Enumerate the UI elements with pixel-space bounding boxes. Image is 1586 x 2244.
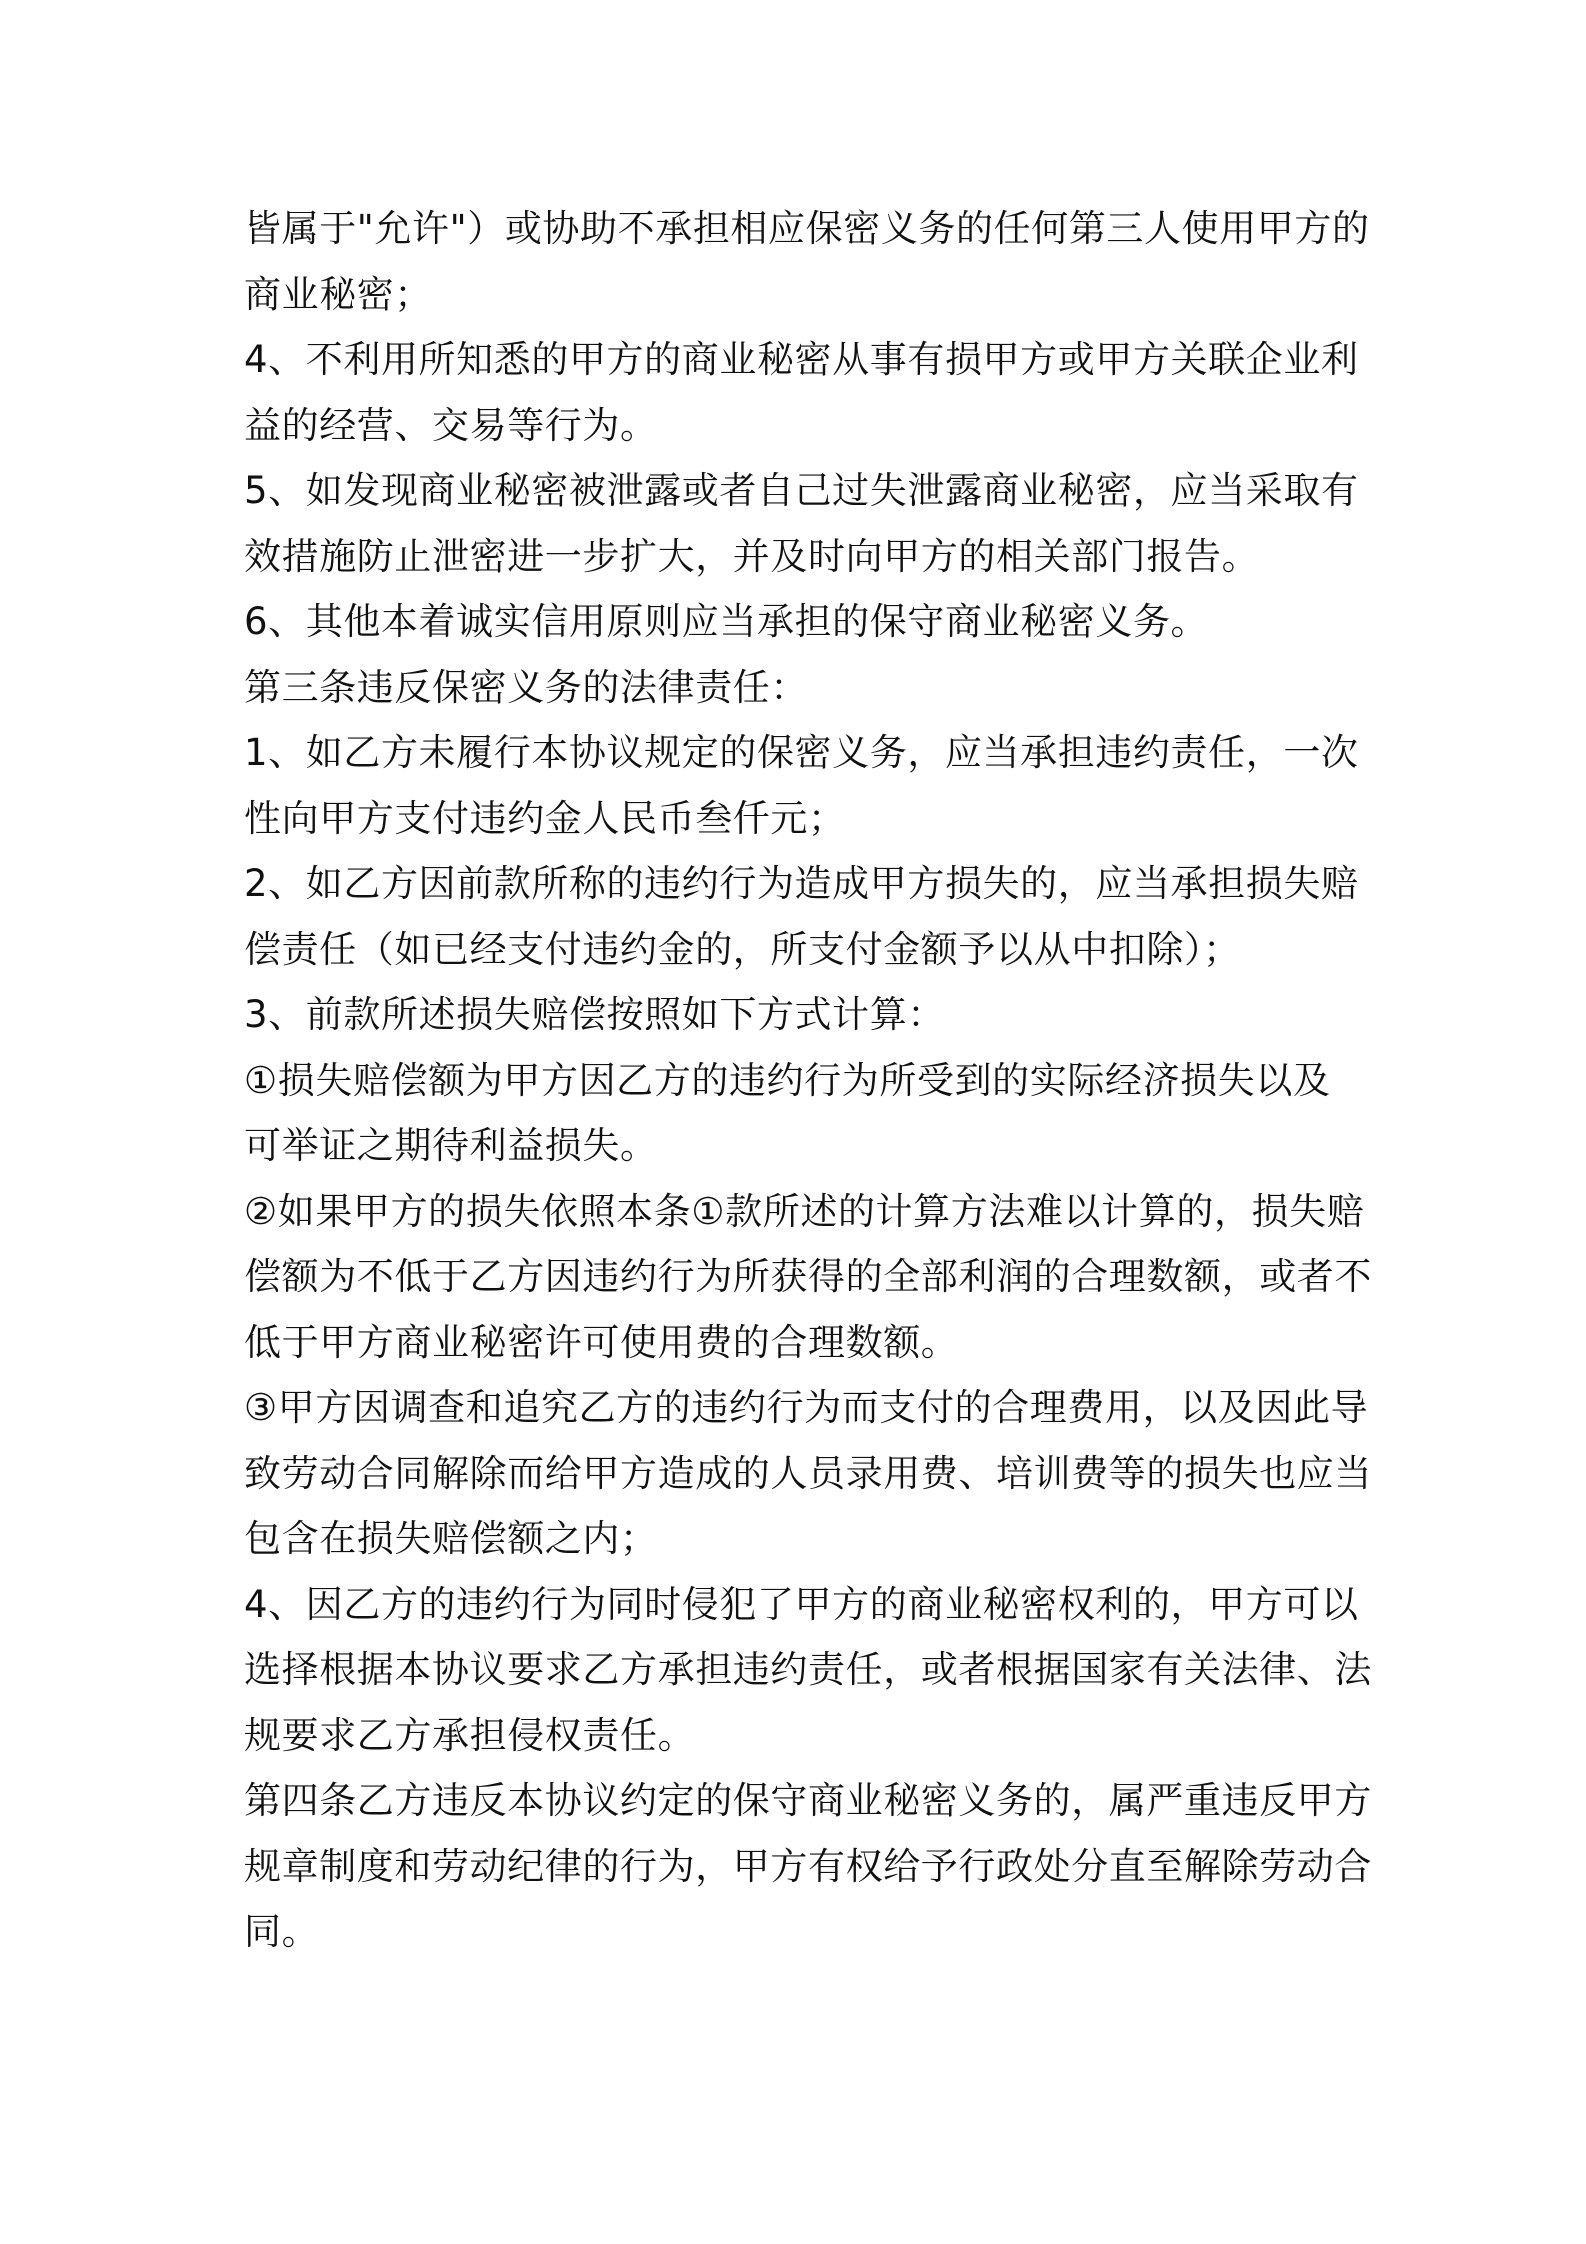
text-line: 4、因乙方的违约行为同时侵犯了甲方的商业秘密权利的，甲方可以	[244, 1582, 1359, 1626]
text-line: 同。	[244, 1910, 320, 1953]
text-line: ②如果甲方的损失依照本条①款所述的计算方法难以计算的，损失赔	[244, 1189, 1365, 1233]
text-line: 偿额为不低于乙方因违约行为所获得的全部利润的合理数额，或者不	[244, 1255, 1372, 1298]
text-line: 4、不利用所知悉的甲方的商业秘密从事有损甲方或甲方关联企业利	[244, 338, 1359, 381]
text-line: 5、如发现商业秘密被泄露或者自己过失泄露商业秘密，应当采取有	[244, 469, 1359, 512]
text-line: 效措施防止泄密进一步扩大，并及时向甲方的相关部门报告。	[244, 534, 1260, 578]
text-line: 皆属于"允许"）或协助不承担相应保密义务的任何第三人使用甲方的	[244, 207, 1370, 250]
text-line: ①损失赔偿额为甲方因乙方的违约行为所受到的实际经济损失以及	[244, 1058, 1331, 1102]
text-line: 益的经营、交易等行为。	[244, 403, 658, 447]
text-line: 规章制度和劳动纪律的行为，甲方有权给予行政处分直至解除劳动合	[244, 1844, 1372, 1888]
text-line: 低于甲方商业秘密许可使用费的合理数额。	[244, 1320, 959, 1364]
text-line: 2、如乙方因前款所称的违约行为造成甲方损失的，应当承担损失赔	[244, 862, 1359, 905]
text-line: 6、其他本着诚实信用原则应当承担的保守商业秘密义务。	[244, 600, 1209, 643]
text-line: 规要求乙方承担侵权责任。	[244, 1713, 696, 1757]
section-heading: 第三条违反保密义务的法律责任：	[244, 665, 808, 709]
text-line: 选择根据本协议要求乙方承担违约责任，或者根据国家有关法律、法	[244, 1648, 1372, 1691]
text-line: 性向甲方支付违约金人民币叁仟元；	[244, 796, 846, 840]
text-line: 偿责任（如已经支付违约金的，所支付金额予以从中扣除）；	[244, 927, 1241, 971]
document-page	[244, 196, 1372, 1965]
text-line: 包含在损失赔偿额之内；	[244, 1517, 658, 1560]
text-line: 致劳动合同解除而给甲方造成的人员录用费、培训费等的损失也应当	[244, 1451, 1372, 1495]
text-line: 商业秘密；	[244, 272, 432, 316]
text-line: 3、前款所述损失赔偿按照如下方式计算：	[244, 993, 945, 1036]
text-line: 可举证之期待利益损失。	[244, 1124, 658, 1167]
text-line: ③甲方因调查和追究乙方的违约行为而支付的合理费用，以及因此导	[244, 1386, 1369, 1429]
section-heading: 第四条乙方违反本协议约定的保守商业秘密义务的，属严重违反甲方	[244, 1779, 1372, 1822]
text-line: 1、如乙方未履行本协议规定的保密义务，应当承担违约责任，一次	[244, 731, 1359, 774]
